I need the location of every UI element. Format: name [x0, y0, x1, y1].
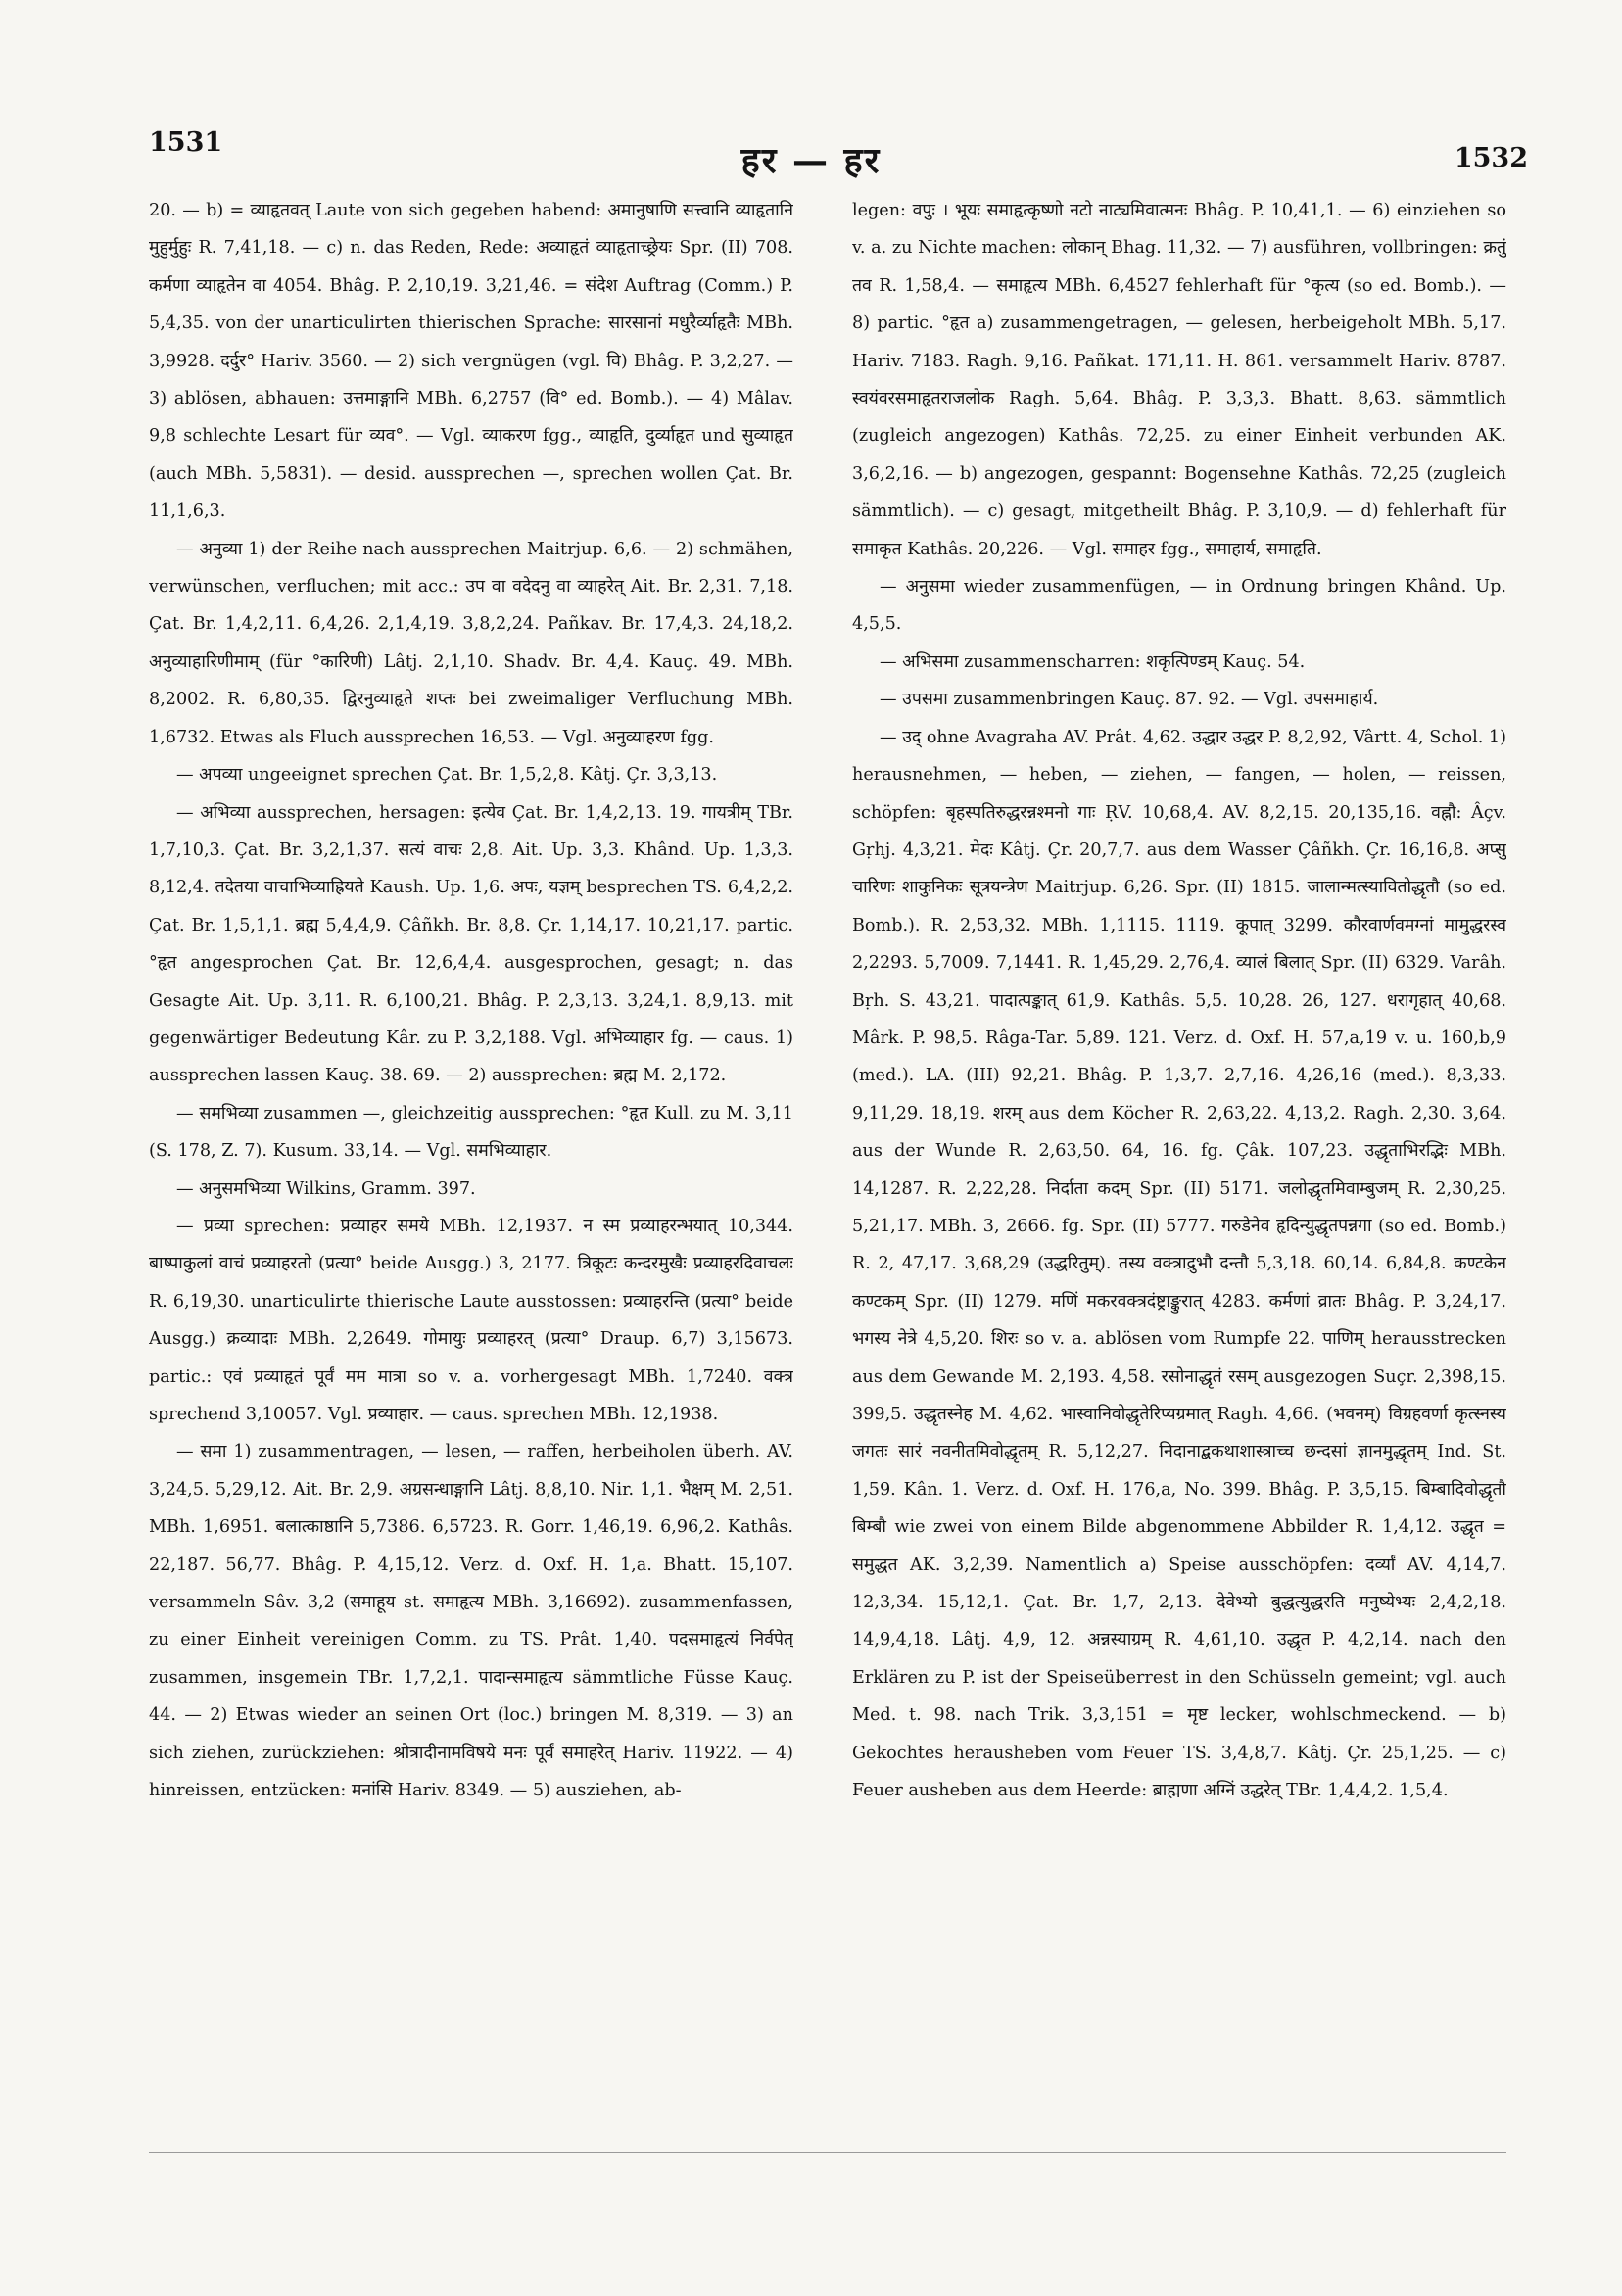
entry-paragraph: — समा 1) zusammentragen, — lesen, — raffen, herbeiholen überh. AV. 3,24,5. 5,29,12. Ait. Br. 2,9. अग्रसन्धाङ्गानि Lâtj. 8,8,10. Nir. 1,1. भैक्षम् M. 2,51. MBh. 1,6951. बलात्काष्ठानि 5,7386. 6,5723. R. Gorr. 1,46,19. 6,96,2. Kathâs. 22,187. 56,77. Bhâg. P. 4,15,12. Verz. d. Oxf. H. 1,a. Bhatt. 15,107. versammeln Sâv. 3,2 (समाहूय st. समाहृत्य MBh. 3,16692). zusammenfassen, zu einer Einheit vereinigen Comm. zu TS. Prât. 1,40. पदसमाहृत्यं निर्वपेत् zusammen, insgemein TBr. 1,7,2,1. पादान्समाहृत्य sämmtliche Füsse Kauç. 44. — 2) Etwas wieder an seinen Ort (loc.) bringen M. 8,319. — 3) an sich ziehen, zurückziehen: श्रोत्रादीनामविषये मनः पूर्वं समाहरेत् Hariv. 11922. — 4) hinreissen, entzücken: मनांसि Hariv. 8349. — 5) ausziehen, ab- — [149, 1442, 793, 1801]
page-number-left: 1531 — [149, 127, 223, 158]
entry-paragraph: — अभिव्या aussprechen, hersagen: इत्येव Çat. Br. 1,4,2,13. 19. गायत्रीम् TBr. 1,7,10,3. Çat. Br. 3,2,1,37. सत्यं वाचः 2,8. Ait. Up. 3,3. Khând. Up. 1,3,3. 8,12,4. तदेतया वाचाभिव्याह्रियते Kaush. Up. 1,6. अपः, यज्ञम् besprechen TS. 6,4,2,2. Çat. Br. 1,5,1,1. ब्रह्म 5,4,4,9. Çâñkh. Br. 8,8. Çr. 1,14,17. 10,21,17. partic. °हृत angesprochen Çat. Br. 12,6,4,4. ausgesprochen, gesagt; n. das Gesagte Ait. Up. 3,11. R. 6,100,21. Bhâg. P. 2,3,13. 3,24,1. 8,9,13. mit gegenwärtiger Bedeutung Kâr. zu P. 3,2,188. Vgl. अभिव्याहार fg. — caus. 1) aussprechen lassen Kauç. 38. 69. — 2) aussprechen: ब्रह्म M. 2,172. — [149, 802, 793, 1086]
entry-paragraph: — प्रव्या sprechen: प्रव्याहर समये MBh. 12,1937. न स्म प्रव्याहरन्भयात् 10,344. बाष्पाकुलां वाचं प्रव्याहरतो (प्रत्या° beide Ausgg.) 3, 2177. त्रिकूटः कन्दरमुखैः प्रव्याहरदिवाचलः R. 6,19,30. unarticulirte thierische Laute ausstossen: प्रव्याहरन्ति (प्रत्या° beide Ausgg.) क्रव्यादाः MBh. 2,2649. गोमायुः प्रव्याहरत् (प्रत्या° Draup. 6,7) 3,15673. partic.: एवं प्रव्याहृतं पूर्वं मम मात्रा so v. a. vorhergesagt MBh. 1,7240. वक्त्र sprechend 3,10057. Vgl. प्रव्याहार. — caus. sprechen MBh. 12,1938. — [149, 1216, 793, 1424]
entry-paragraph: — अपव्या ungeeignet sprechen Çat. Br. 1,5,2,8. Kâtj. Çr. 3,3,13. — [176, 765, 718, 786]
entry-paragraph: — समभिव्या zusammen —, gleichzeitig aussprechen: °हृत Kull. zu M. 3,11 (S. 178, Z. 7). Kusum. 33,14. — Vgl. समभिव्याहार. — [149, 1103, 793, 1162]
entry-paragraph: legen: वपुः । भूयः समाहृत्कृष्णो नटो नाट्यमिवात्मनः Bhâg. P. 10,41,1. — 6) einziehen so v. a. zu Nichte machen: लोकान् Bhag. 11,32. — 7) ausführen, vollbringen: क्रतुं तव R. 1,58,4. — समाहृत्य MBh. 6,4527 fehlerhaft für °कृत्य (so ed. Bomb.). — 8) partic. °हृत a) zusammengetragen, — gelesen, herbeigeholt MBh. 5,17. Hariv. 7183. Ragh. 9,16. Pañkat. 171,11. H. 861. versammelt Hariv. 8787. स्वयंवरसमाहृतराजलोक Ragh. 5,64. Bhâg. P. 3,3,3. Bhatt. 8,63. sämmtlich (zugleich angezogen) Kathâs. 72,25. zu einer Einheit verbunden AK. 3,6,2,16. — b) angezogen, gespannt: Bogensehne Kathâs. 72,25 (zugleich sämmtlich). — c) gesagt, mitgetheilt Bhâg. P. 3,10,9. — d) fehlerhaft für समाकृत Kathâs. 20,226. — Vgl. समाहर fgg., समाहार्य, समाहृति. — [852, 201, 1506, 559]
running-head: हर — हर — [740, 140, 882, 181]
right-column — [852, 192, 1506, 2131]
footer-rule — [149, 2152, 1506, 2153]
entry-paragraph: — अनुव्या 1) der Reihe nach aussprechen Maitrjup. 6,6. — 2) schmähen, verwünschen, verfluchen; mit acc.: उप वा वदेदनु वा व्याहरेत् Ait. Br. 2,31. 7,18. Çat. Br. 1,4,2,11. 6,4,26. 2,1,4,19. 3,8,2,24. Pañkav. Br. 17,4,3. 24,18,2. अनुव्याहारिणीमाम् (für °कारिणी) Lâtj. 2,1,10. Shadv. Br. 4,4. Kauç. 49. MBh. 8,2002. R. 6,80,35. द्विरनुव्याहृते शप्तः bei zweimaliger Verfluchung MBh. 1,6732. Etwas als Fluch aussprechen 16,53. — Vgl. अनुव्याहरण fgg. — [149, 539, 793, 747]
entry-paragraph: — उद् ohne Avagraha AV. Prât. 4,62. उद्धार उद्धर P. 8,2,92, Vârtt. 4, Schol. 1) herausnehmen, — heben, — ziehen, — fangen, — holen, — reissen, schöpfen: बृहस्पतिरुद्धरन्नश्मनो गाः ṚV. 10,68,4. AV. 8,2,15. 20,135,16. वह्नौ: Âçv. Gṛhj. 4,3,21. मेदः Kâtj. Çr. 20,7,7. aus dem Wasser Çâñkh. Çr. 16,16,8. अप्सु चारिणः शाकुनिकः सूत्रयन्त्रेण Maitrjup. 6,26. Spr. (II) 1815. जालान्मत्स्यावितोद्धृतौ (so ed. Bomb.). R. 2,53,32. MBh. 1,1115. 1119. कूपात् 3299. कौरवार्णवमग्नां मामुद्धरस्व 2,2293. 5,7009. 7,1441. R. 1,45,29. 2,76,4. व्यालं बिलात् Spr. (II) 6329. Varâh. Bṛh. S. 43,21. पादात्पङ्कात् 61,9. Kathâs. 5,5. 10,28. 26, 127. धरागृहात् 40,68. Mârk. P. 98,5. Râga-Tar. 5,89. 121. Verz. d. Oxf. H. 57,a,19 v. u. 160,b,9 (med.). LA. (III) 92,21. Bhâg. P. 1,3,7. 2,7,16. 4,26,16 (med.). 8,3,33. 9,11,29. 18,19. शरम् aus dem Köcher R. 2,63,22. 4,13,2. Ragh. 2,30. 3,64. aus der Wunde R. 2,63,50. 64, 16. fg. Çâk. 107,23. उद्धृताभिरद्भिः MBh. 14,1287. R. 2,22,28. निर्दाता कदम् Spr. (II) 5171. जलोद्धृतमिवाम्बुजम् R. 2,30,25. 5,21,17. MBh. 3, 2666. fg. Spr. (II) 5777. गरुडेनेव हृदिन्युद्धृतपन्नगा (so ed. Bomb.) R. 2, 47,17. 3,68,29 (उद्धरितुम्). तस्य वक्त्राद्रुभौ दन्तौ 5,3,18. 60,14. 6,84,8. कण्टकेन कण्टकम् Spr. (II) 1279. मणिं मकरवक्त्रदंष्ट्राङ्कुरात् 4283. कर्मणां व्रातः Bhâg. P. 3,24,17. भगस्य नेत्रे 4,5,20. शिरः so v. a. ablösen vom Rumpfe 22. पाणिम् herausstrecken aus dem Gewande M. 2,193. 4,58. रसोनाद्धृतं रसम् ausgezogen Suçr. 2,398,15. 399,5. उद्धृतस्नेह M. 4,62. भास्वानिवोद्धृतेरिप्यग्रमात् Ragh. 4,66. (भवनम्) विग्रहवर्णा कृत्स्नस्य जगतः सारं नवनीतमिवोद्धृतम् R. 5,12,27. निदानाद्बकथाशास्त्राच्च छन्दसां ज्ञानमुद्धृतम् Ind. St. 1,59. Kân. 1. Verz. d. Oxf. H. 176,a, No. 399. Bhâg. P. 3,5,15. बिम्बादिवोद्धृतौ बिम्बौ wie zwei von einem Bilde abgenommene Abbilder R. 1,4,12. उद्धृत = समुद्धत AK. 3,2,39. Namentlich a) Speise ausschöpfen: दर्व्यां AV. 4,14,7. 12,3,34. 15,12,1. Çat. Br. 1,7, 2,13. देवेभ्यो बुद्धत्युद्धरति मनुष्येभ्यः 2,4,2,18. 14,9,4,18. Lâtj. 4,9, 12. अन्नस्याग्रम् R. 4,61,10. उद्धृत P. 4,2,14. nach den Erklären zu P. ist der Speiseüberrest in den Schüsseln gemeint; vgl. auch Med. t. 98. nach Trik. 3,3,151 = मृष्ट lecker, wohlschmeckend. — b) Gekochtes herausheben vom Feuer TS. 3,4,8,7. Kâtj. Çr. 25,1,25. — c) Feuer ausheben aus dem Heerde: ब्राह्मणा अग्निं उद्धरेत् TBr. 1,4,4,2. 1,5,4. — [852, 727, 1506, 1801]
entry-paragraph: 20. — b) = व्याहृतवत् Laute von sich gegeben habend: अमानुषाणि सत्त्वानि व्याहृतानि मुहुर्मुहुः R. 7,41,18. — c) n. das Reden, Rede: अव्याहृतं व्याहृताच्छ्रेयः Spr. (II) 708. कर्मणा व्याहृतेन वा 4054. Bhâg. P. 2,10,19. 3,21,46. = संदेश Auftrag (Comm.) P. 5,4,35. von der unarticulirten thierischen Sprache: सारसानां मधुरैर्व्याहृतैः MBh. 3,9928. दर्दुर° Hariv. 3560. — 2) sich vergnügen (vgl. वि) Bhâg. P. 3,2,27. — 3) ablösen, abhauen: उत्तमाङ्गानि MBh. 6,2757 (वि° ed. Bomb.). — 4) Mâlav. 9,8 schlechte Lesart für व्यव°. — Vgl. व्याकरण fgg., व्याहृति, दुर्व्याहृत und सुव्याहृत (auch MBh. 5,5831). — desid. aussprechen —, sprechen wollen Çat. Br. 11,1,6,3. — [149, 201, 793, 522]
page-header — [0, 123, 1622, 182]
entry-paragraph: — अनुसमभिव्या Wilkins, Gramm. 397. — [176, 1178, 476, 1199]
page-number-right: 1532 — [1454, 143, 1528, 173]
entry-paragraph: — अभिसमा zusammenscharren: शकृत्पिण्डम् Kauç. 54. — [880, 651, 1306, 672]
left-column — [149, 192, 793, 2131]
entry-paragraph: — उपसमा zusammenbringen Kauç. 87. 92. — Vgl. उपसमाहार्य. — [880, 690, 1379, 710]
entry-paragraph: — अनुसमा wieder zusammenfügen, — in Ordnung bringen Khând. Up. 4,5,5. — [852, 577, 1506, 635]
